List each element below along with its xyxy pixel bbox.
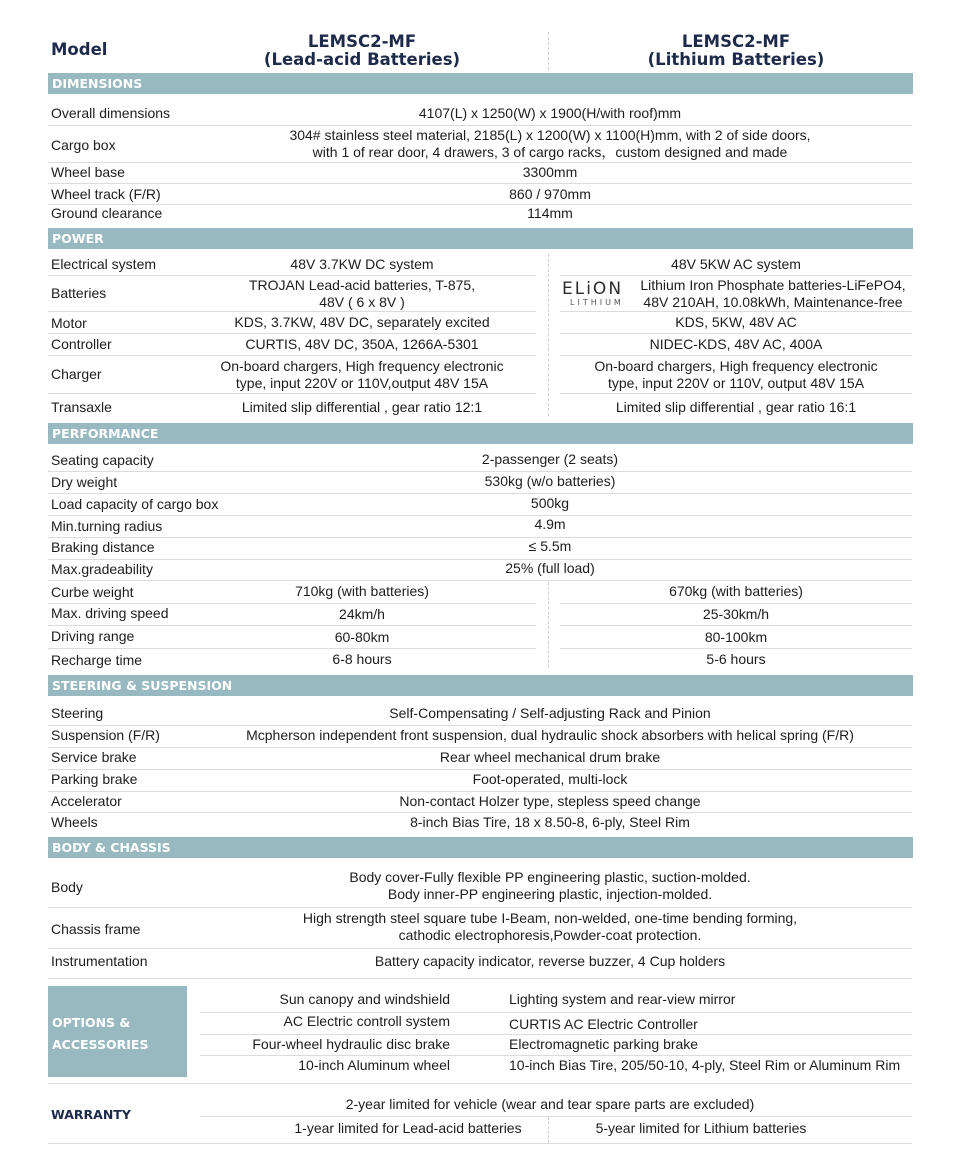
cargo-box-line-1: 304# stainless steel material, 2185(L) x 1200(W) x 1100(H)mm, with 2 of side doors, (289, 127, 811, 143)
electrical-system-value-a: 48V 3.7KW DC system (290, 256, 434, 272)
service-brake-label: Service brake (51, 749, 137, 765)
options-title-line-1: OPTIONS & (52, 1015, 131, 1030)
row-divider (48, 978, 912, 979)
overall-dimensions-label: Overall dimensions (51, 105, 171, 121)
body-line-1: Body cover-Fully flexible PP engineering plastic, suction-molded. (349, 869, 751, 885)
elion-logo-subtext: LITHIUM (570, 298, 624, 307)
warranty-column-divider (548, 1117, 550, 1143)
option-right-1: Lighting system and rear-view mirror (509, 991, 736, 1007)
column-b-battery: (Lithium Batteries) (647, 50, 825, 69)
curbe-weight-value-b: 670kg (with batteries) (669, 583, 803, 599)
batteries-b-line-2: 48V 210AH, 10.08kWh, Maintenance-free (643, 294, 903, 310)
row-divider (48, 355, 536, 356)
row-divider (48, 648, 536, 649)
row-divider (560, 355, 912, 356)
warranty-lead-acid: 1-year limited for Lead-acid batteries (294, 1120, 522, 1136)
driving-range-value-a: 60-80km (334, 629, 390, 645)
driving-range-value-b: 80-100km (704, 629, 768, 645)
option-left-2: AC Electric controll system (283, 1013, 450, 1029)
section-dimensions: DIMENSIONS (48, 73, 913, 94)
cargo-box-line-2: with 1 of rear door, 4 drawers, 3 of cargo racks，custom designed and made (312, 144, 788, 160)
option-left-1: Sun canopy and windshield (279, 991, 450, 1007)
charger-value-a (190, 358, 534, 392)
section-steering: STEERING & SUSPENSION (48, 675, 913, 696)
instrumentation-value: Battery capacity indicator, reverse buzzer, 4 Cup holders (374, 953, 726, 969)
model-label: Model (51, 40, 108, 59)
transaxle-value-b: Limited slip differential , gear ratio 16:1 (615, 399, 857, 415)
charger-a-line-2: type, input 220V or 110V,output 48V 15A (235, 375, 489, 391)
row-divider (48, 493, 912, 494)
options-title-line-2: ACCESSORIES (52, 1037, 149, 1052)
row-divider (48, 311, 536, 312)
controller-value-a: CURTIS, 48V DC, 350A, 1266A-5301 (245, 336, 479, 352)
row-divider (48, 725, 912, 726)
chassis-line-1: High strength steel square tube I-Beam, non-welded, one-time bending forming, (302, 910, 798, 926)
chassis-frame-value (190, 910, 910, 944)
cargo-box-label: Cargo box (51, 137, 116, 153)
row-divider (560, 393, 912, 394)
body-value (190, 869, 910, 903)
row-divider (48, 471, 912, 472)
load-capacity-value: 500kg (530, 495, 570, 511)
batteries-a-line-2: 48V ( 6 x 8V ) (319, 294, 405, 310)
ground-clearance-value: 114mm (527, 205, 573, 221)
row-divider (48, 1083, 912, 1084)
turning-radius-label: Min.turning radius (51, 518, 163, 534)
overall-dimensions-value: 4107(L) x 1250(W) x 1900(H/with roof)mm (418, 105, 682, 121)
row-divider (560, 311, 912, 312)
gradeability-label: Max.gradeability (51, 561, 153, 577)
charger-value-b (560, 358, 912, 392)
option-right-3: Electromagnetic parking brake (509, 1036, 699, 1052)
row-divider (200, 1034, 912, 1035)
header-divider (548, 32, 550, 70)
load-capacity-label: Load capacity of cargo box (51, 496, 219, 512)
controller-label: Controller (51, 336, 112, 352)
wheel-track-label: Wheel track (F/R) (51, 186, 161, 202)
row-divider (48, 162, 912, 163)
wheel-track-value: 860 / 970mm (509, 186, 591, 202)
service-brake-value: Rear wheel mechanical drum brake (439, 749, 661, 765)
options-title (52, 1012, 148, 1056)
option-right-4: 10-inch Bias Tire, 205/50-10, 4-ply, Steel Rim or Aluminum Rim (509, 1057, 901, 1073)
ground-clearance-label: Ground clearance (51, 205, 163, 221)
driving-range-label: Driving range (51, 628, 135, 644)
driving-speed-value-a: 24km/h (339, 606, 385, 622)
transaxle-value-a: Limited slip differential , gear ratio 12:1 (241, 399, 483, 415)
section-body: BODY & CHASSIS (48, 837, 913, 858)
dry-weight-label: Dry weight (51, 474, 118, 490)
warranty-lithium: 5-year limited for Lithium batteries (595, 1120, 807, 1136)
wheel-base-value: 3300mm (522, 164, 578, 180)
parking-brake-label: Parking brake (51, 771, 138, 787)
dry-weight-value: 530kg (w/o batteries) (484, 473, 616, 489)
charger-label: Charger (51, 366, 102, 382)
row-divider (48, 125, 912, 126)
column-a-battery: (Lead-acid Batteries) (263, 50, 461, 69)
column-b-title (560, 33, 912, 69)
row-divider (48, 580, 912, 581)
performance-column-divider (548, 582, 550, 668)
steering-value: Self-Compensating / Self-adjusting Rack and Pinion (389, 705, 711, 721)
row-divider (48, 812, 912, 813)
braking-distance-label: Braking distance (51, 539, 155, 555)
curbe-weight-label: Curbe weight (51, 584, 134, 600)
electrical-system-value-b: 48V 5KW AC system (671, 256, 801, 272)
batteries-label: Batteries (51, 285, 107, 301)
row-divider (48, 1143, 912, 1144)
option-right-2: CURTIS AC Electric Controller (509, 1016, 698, 1032)
row-divider (560, 648, 912, 649)
motor-label: Motor (51, 315, 87, 331)
row-divider (200, 1055, 912, 1056)
controller-value-b: NIDEC-KDS, 48V AC, 400A (649, 336, 823, 352)
warranty-vehicle: 2-year limited for vehicle (wear and tear spare parts are excluded) (345, 1096, 755, 1112)
row-divider (560, 603, 912, 604)
accelerator-label: Accelerator (51, 793, 122, 809)
electrical-system-label: Electrical system (51, 256, 157, 272)
motor-value-a: KDS, 3.7KW, 48V DC, separately excited (234, 314, 490, 330)
row-divider (560, 333, 912, 334)
accelerator-value: Non-contact Holzer type, stepless speed change (399, 793, 701, 809)
row-divider (48, 275, 536, 276)
row-divider (48, 183, 912, 184)
row-divider (48, 333, 536, 334)
warranty-title: WARRANTY (51, 1107, 131, 1122)
gradeability-value: 25% (full load) (505, 560, 595, 576)
charger-a-line-1: On-board chargers, High frequency electronic (220, 358, 504, 374)
driving-speed-label: Max. driving speed (51, 605, 169, 621)
column-a-title (190, 33, 534, 69)
recharge-time-value-b: 5-6 hours (706, 651, 766, 667)
batteries-value-b (634, 277, 912, 311)
column-a-model: LEMSC2-MF (307, 32, 417, 51)
transaxle-label: Transaxle (51, 399, 112, 415)
recharge-time-label: Recharge time (51, 652, 143, 668)
batteries-value-a (190, 277, 534, 311)
row-divider (48, 948, 912, 949)
cargo-box-value (190, 127, 910, 161)
seating-capacity-value: 2-passenger (2 seats) (481, 451, 619, 467)
elion-logo-wordmark: ELiON (562, 279, 624, 299)
chassis-frame-label: Chassis frame (51, 921, 141, 937)
row-divider (48, 625, 536, 626)
option-left-4: 10-inch Aluminum wheel (298, 1057, 450, 1073)
body-label: Body (51, 879, 83, 895)
row-divider (48, 603, 536, 604)
section-power: POWER (48, 228, 913, 249)
row-divider (48, 747, 912, 748)
curbe-weight-value-a: 710kg (with batteries) (295, 583, 429, 599)
motor-value-b: KDS, 5KW, 48V AC (675, 314, 797, 330)
row-divider (48, 907, 912, 908)
batteries-b-line-1: Lithium Iron Phosphate batteries-LiFePO4, (640, 277, 906, 293)
wheels-value: 8-inch Bias Tire, 18 x 8.50-8, 6-ply, Steel Rim (410, 814, 690, 830)
recharge-time-value-a: 6-8 hours (332, 651, 392, 667)
wheels-label: Wheels (51, 814, 98, 830)
suspension-label: Suspension (F/R) (51, 727, 160, 743)
batteries-a-line-1: TROJAN Lead-acid batteries, T-875, (248, 277, 476, 293)
row-divider (560, 625, 912, 626)
row-divider (48, 769, 912, 770)
power-column-divider (548, 254, 550, 416)
seating-capacity-label: Seating capacity (51, 452, 154, 468)
instrumentation-label: Instrumentation (51, 953, 148, 969)
chassis-line-2: cathodic electrophoresis,Powder-coat protection. (398, 927, 702, 943)
row-divider (200, 1116, 912, 1117)
row-divider (48, 393, 536, 394)
charger-b-line-1: On-board chargers, High frequency electronic (594, 358, 878, 374)
driving-speed-value-b: 25-30km/h (702, 606, 770, 622)
wheel-base-label: Wheel base (51, 164, 125, 180)
braking-distance-value: ≤ 5.5m (528, 538, 572, 554)
turning-radius-value: 4.9m (534, 516, 566, 532)
elion-logo (562, 280, 634, 308)
row-divider (48, 791, 912, 792)
steering-label: Steering (51, 705, 104, 721)
column-b-model: LEMSC2-MF (681, 32, 791, 51)
option-left-3: Four-wheel hydraulic disc brake (252, 1036, 450, 1052)
charger-b-line-2: type, input 220V or 110V, output 48V 15A (607, 375, 865, 391)
suspension-value: Mcpherson independent front suspension, dual hydraulic shock absorbers with helical spring (F/R) (246, 727, 854, 743)
section-performance: PERFORMANCE (48, 423, 913, 444)
row-divider (560, 275, 912, 276)
parking-brake-value: Foot-operated, multi-lock (472, 771, 628, 787)
body-line-2: Body inner-PP engineering plastic, injection-molded. (387, 886, 713, 902)
